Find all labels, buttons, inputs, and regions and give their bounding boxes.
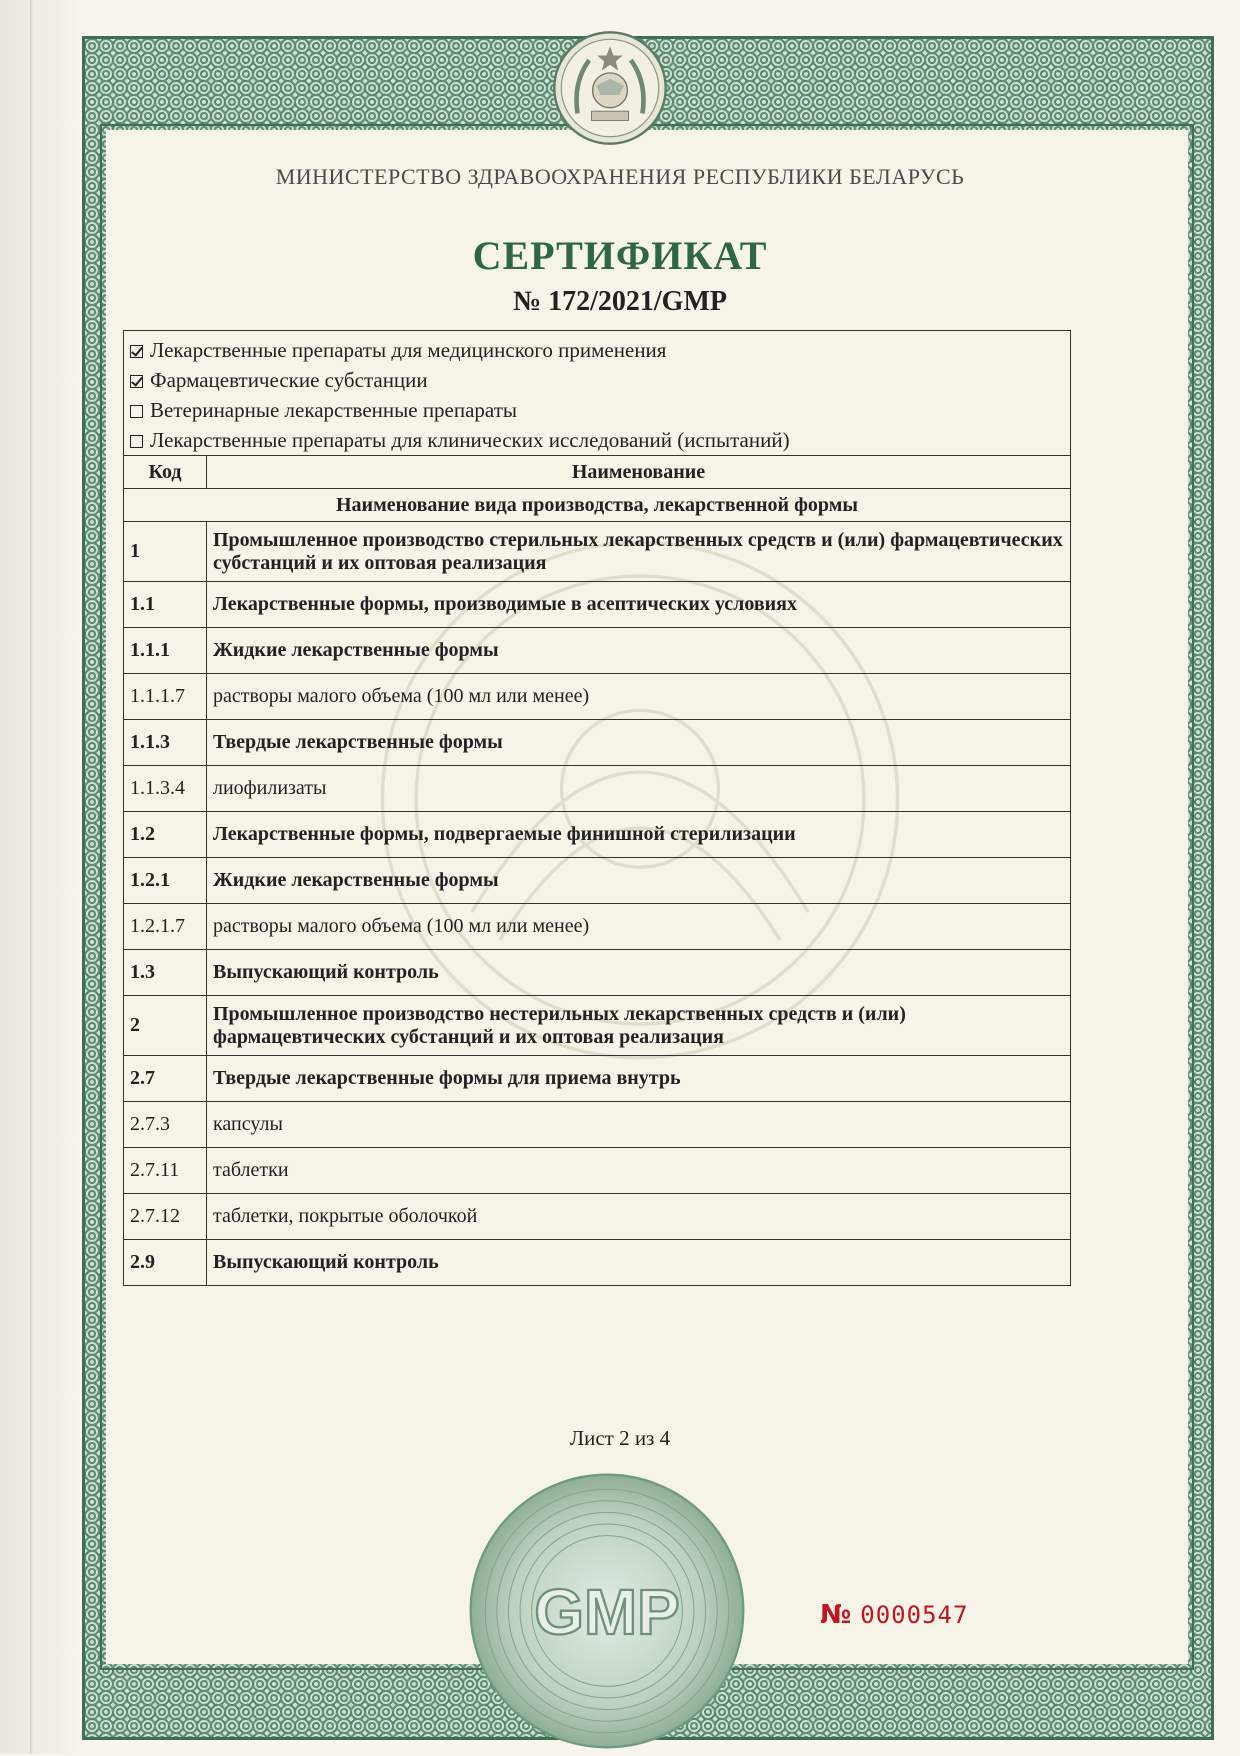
row-name: Твердые лекарственные формы для приема внутрь [207, 1056, 1071, 1102]
row-code: 1.1 [124, 582, 207, 628]
row-code: 1.1.3.4 [124, 766, 207, 812]
row-code: 2.7.3 [124, 1102, 207, 1148]
paper-edge [0, 0, 80, 1754]
row-code: 2 [124, 996, 207, 1056]
category-row [130, 395, 1064, 425]
table-header-row [124, 456, 1071, 489]
category-checklist [123, 330, 1071, 455]
row-name: капсулы [207, 1102, 1071, 1148]
sheet-counter: Лист 2 из 4 [569, 1426, 671, 1450]
row-name: Промышленное производство стерильных лекарственных средств и (или) фармацевтических субстанций и их оптовая реализация [207, 522, 1071, 582]
category-label: Лекарственные препараты для клинических исследований (испытаний) [150, 428, 790, 452]
category-label: Фармацевтические субстанции [150, 368, 428, 392]
category-row [130, 425, 1064, 455]
checkbox-checked-icon [130, 375, 143, 388]
checkbox-empty-icon [130, 435, 143, 448]
row-code: 2.7.12 [124, 1194, 207, 1240]
table-row [124, 858, 1071, 904]
serial-prefix: № [820, 1600, 853, 1630]
table-row [124, 1194, 1071, 1240]
row-code: 1.2.1 [124, 858, 207, 904]
row-name: Выпускающий контроль [207, 1240, 1071, 1286]
row-name: Промышленное производство нестерильных лекарственных средств и (или) фармацевтических субстанций и их оптовая реализация [207, 996, 1071, 1056]
row-name: Жидкие лекарственные формы [207, 858, 1071, 904]
category-row [130, 365, 1064, 395]
row-name: растворы малого объема (100 мл или менее) [207, 674, 1071, 720]
table-row [124, 812, 1071, 858]
category-label: Лекарственные препараты для медицинского применения [150, 338, 667, 362]
table-row [124, 720, 1071, 766]
table-row [124, 1148, 1071, 1194]
row-name: Лекарственные формы, производимые в асептических условиях [207, 582, 1071, 628]
table-row [124, 1056, 1071, 1102]
table-row [124, 950, 1071, 996]
table-row [124, 674, 1071, 720]
row-name: Жидкие лекарственные формы [207, 628, 1071, 674]
certificate-number: № 172/2021/GMP [512, 286, 727, 317]
serial-number-block [820, 1600, 968, 1630]
table-section-row [124, 489, 1071, 522]
table-row [124, 766, 1071, 812]
row-code: 1.1.1 [124, 628, 207, 674]
column-header-name: Наименование [207, 456, 1071, 489]
production-table [123, 455, 1071, 1286]
table-row [124, 1102, 1071, 1148]
belarus-emblem-icon [552, 30, 668, 146]
row-name: Выпускающий контроль [207, 950, 1071, 996]
gmp-seal-icon [462, 1466, 752, 1756]
row-code: 1.2 [124, 812, 207, 858]
row-code: 2.7 [124, 1056, 207, 1102]
row-code: 2.7.11 [124, 1148, 207, 1194]
table-row [124, 904, 1071, 950]
checkbox-checked-icon [130, 345, 143, 358]
column-header-code: Код [124, 456, 207, 489]
ministry-name: МИНИСТЕРСТВО ЗДРАВООХРАНЕНИЯ РЕСПУБЛИКИ БЕЛАРУСЬ [275, 164, 965, 189]
row-code: 1.2.1.7 [124, 904, 207, 950]
table-row [124, 582, 1071, 628]
row-name: таблетки [207, 1148, 1071, 1194]
row-code: 1.1.3 [124, 720, 207, 766]
row-name: растворы малого объема (100 мл или менее) [207, 904, 1071, 950]
seal-text: GMP [534, 1576, 680, 1649]
row-name: лиофилизаты [207, 766, 1071, 812]
certificate-scope [123, 330, 1071, 1330]
serial-number: 0000547 [860, 1601, 969, 1629]
category-row [130, 335, 1064, 365]
row-name: Лекарственные формы, подвергаемые финишной стерилизации [207, 812, 1071, 858]
row-name: таблетки, покрытые оболочкой [207, 1194, 1071, 1240]
table-row [124, 1240, 1071, 1286]
category-label: Ветеринарные лекарственные препараты [150, 398, 517, 422]
table-row [124, 522, 1071, 582]
table-row [124, 628, 1071, 674]
section-title: Наименование вида производства, лекарственной формы [124, 489, 1071, 522]
certificate-title: СЕРТИФИКАТ [472, 233, 768, 278]
binding-line [30, 0, 33, 1754]
row-code: 1 [124, 522, 207, 582]
row-name: Твердые лекарственные формы [207, 720, 1071, 766]
checkbox-empty-icon [130, 405, 143, 418]
row-code: 1.1.1.7 [124, 674, 207, 720]
row-code: 1.3 [124, 950, 207, 996]
row-code: 2.9 [124, 1240, 207, 1286]
table-row [124, 996, 1071, 1056]
